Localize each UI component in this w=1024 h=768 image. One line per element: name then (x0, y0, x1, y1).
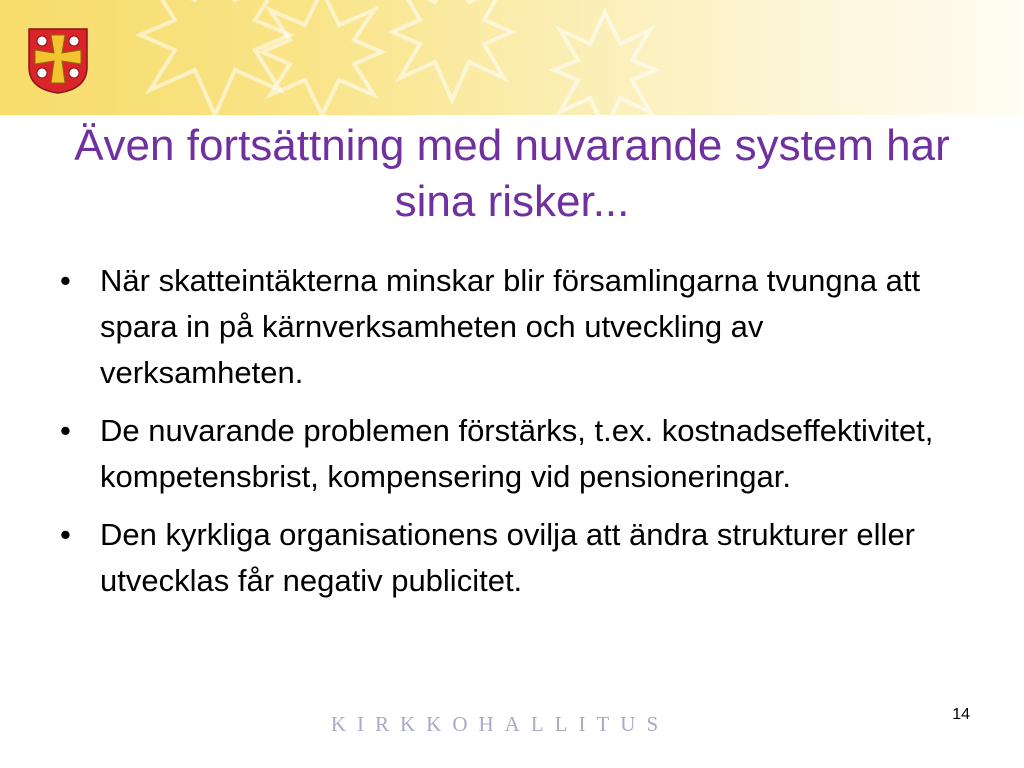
bullet-text: De nuvarande problemen förstärks, t.ex. kostnadseffektivitet, kompetensbrist, kompensering vid pensioneringar. (100, 413, 934, 494)
bullet-icon: • (60, 517, 71, 552)
header-band (0, 0, 1024, 115)
bullet-icon: • (60, 413, 71, 448)
bullet-item (58, 258, 968, 396)
bullet-item (58, 408, 968, 500)
slide-title: Även fortsättning med nuvarande system har sina risker... (74, 121, 950, 226)
bullet-text: När skatteintäkterna minskar blir församlingarna tvungna att spara in på kärnverksamheten och utveckling av verksamheten. (100, 263, 921, 390)
bullet-list (58, 258, 968, 616)
bullet-text: Den kyrkliga organisationens ovilja att ändra strukturer eller utvecklas får negativ publicitet. (100, 517, 916, 598)
page-number: 14 (952, 706, 970, 723)
footer-organization-name: KIRKKOHALLITUS (330, 712, 670, 736)
church-coat-of-arms-icon (27, 27, 89, 95)
cross-watermark-icon (0, 0, 1024, 115)
bullet-item (58, 512, 968, 604)
bullet-icon: • (60, 263, 71, 298)
